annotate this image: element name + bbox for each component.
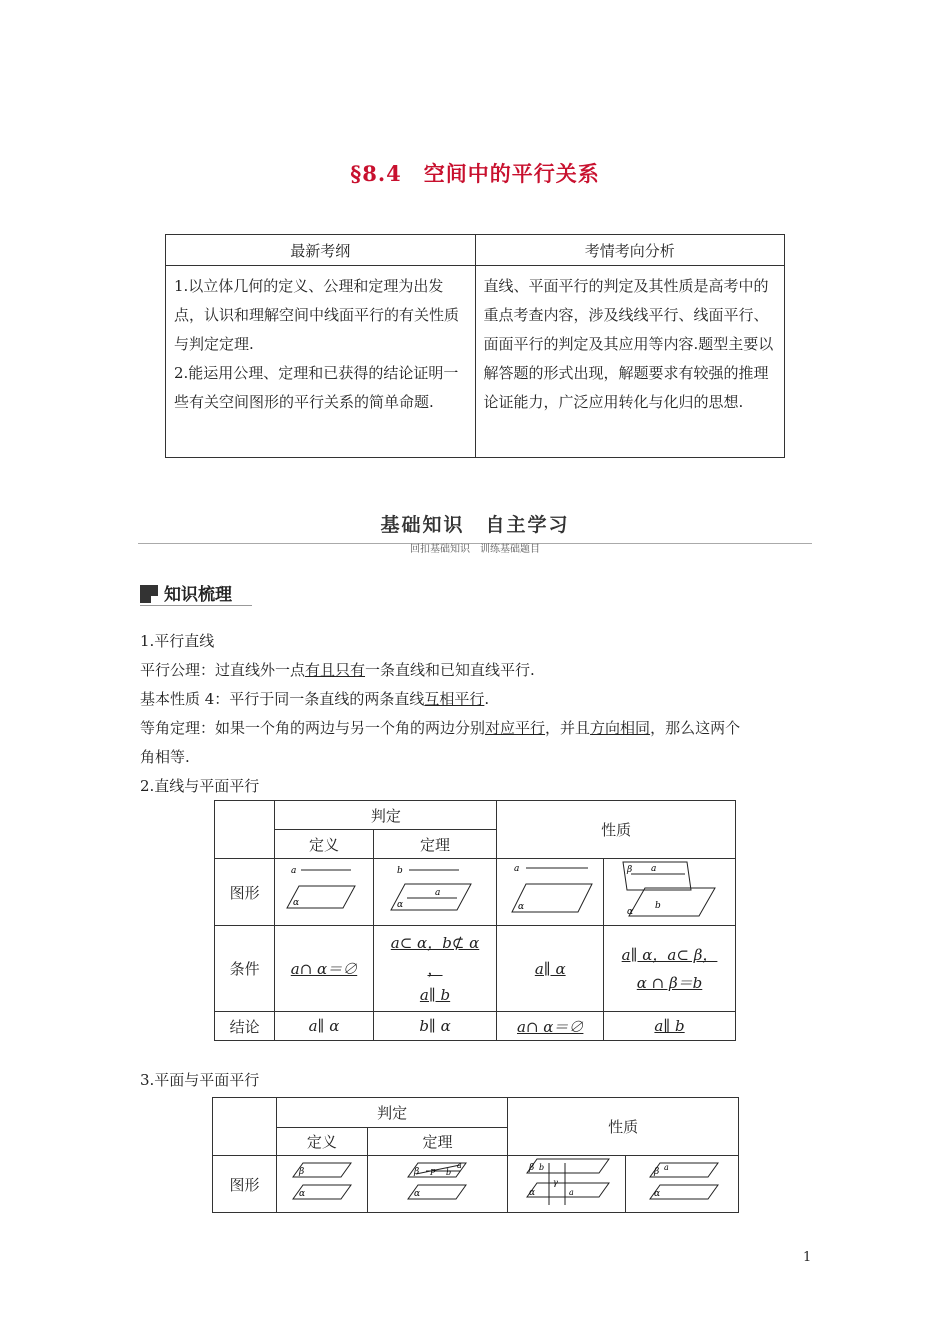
section-subtitle-bar [0,537,950,556]
fig-label-alpha-3: α [518,902,525,912]
prop-text: 基本性质 4：平行于同一条直线的两条直线 [140,690,425,708]
fig-label-b-2: b [654,901,661,911]
syllabus-point-1: 1.以立体几何的定义、公理和定理为出发点，认识和理解空间中线面平行的有关性质与判定定理. [174,277,460,353]
cond-prop-1 [497,926,604,1012]
fig3-label-beta-4: β [653,1167,660,1177]
angle-blank-1: 对应平行 [485,719,546,737]
theorem-header: 定理 [373,830,497,859]
prop-text-end: . [484,690,490,708]
line-plane-def-figure [279,862,369,918]
syllabus-point-2: 2.能运用公理、定理和已获得的结论证明一些有关空间图形的平行关系的简单命题. [174,364,459,411]
fig-label-alpha-2: α [397,900,404,910]
fig3-prop-2 [625,1156,738,1213]
corner-cell [215,801,275,859]
fig3-label-b: b [446,1168,452,1177]
row-label-conclusion: 结论 [215,1012,275,1041]
def-header: 定义 [275,830,373,859]
judge-header-2: 判定 [276,1098,507,1128]
def-header-2: 定义 [276,1128,367,1156]
judge-header: 判定 [275,801,497,830]
fig3-label-beta-2: β [414,1167,420,1177]
syllabus-header-2: 考情考向分析 [475,235,785,266]
heading-underline [140,605,252,606]
parallel-axiom [140,656,815,685]
prop-blank: 互相平行 [424,690,485,708]
plane-plane-theorem-figure [402,1159,472,1205]
fig3-prop-1 [508,1156,626,1213]
square-icon [140,585,158,603]
axiom-text: 平行公理：过直线外一点 [140,661,306,679]
fig3-label-beta-3: β [528,1163,534,1173]
line-plane-table [214,800,736,1041]
line-plane-prop1-figure [504,862,596,918]
page-title: §8.4 空间中的平行关系 [350,161,600,186]
row-label-figure-2: 图形 [213,1156,277,1213]
fig3-label-b-2: b [538,1163,544,1172]
cond-def [275,926,373,1012]
fig3-label-P: P [430,1168,436,1177]
item-heading-3: 3.平面与平面平行 [140,1071,260,1089]
cond-theorem-2: ， [427,959,443,978]
fig-prop-1 [497,859,604,926]
row-label-figure: 图形 [215,859,275,926]
fig-def [275,859,373,926]
fig-label-alpha: α [292,898,300,908]
row-label-condition: 条件 [215,926,275,1012]
fig3-def [276,1156,367,1213]
fig3-label-alpha-3: α [528,1188,535,1198]
fig3-label-gamma: γ [552,1178,558,1187]
concl-prop-2 [604,1012,736,1041]
concl-prop-1 [497,1012,604,1041]
theorem-header-2: 定理 [367,1128,507,1156]
plane-plane-prop2-figure [642,1159,722,1205]
syllabus-table [165,234,785,458]
concl-theorem: b∥ α [373,1012,497,1041]
fig-label-a-4: a [650,864,656,874]
cond-prop1-text: a∥ α [534,959,566,978]
axiom-text-end: 一条直线和已知直线平行. [365,661,535,679]
axiom-blank: 有且只有 [305,661,366,679]
prop-header: 性质 [497,801,736,859]
cond-theorem [373,926,497,1012]
fig3-label-alpha-4: α [653,1189,661,1199]
fig3-label-alpha-2: α [414,1189,421,1199]
corner-cell-2 [213,1098,277,1156]
fig-label-a: a [290,866,297,876]
fig3-label-beta: β [298,1167,305,1177]
cond-def-text: a∩ α＝∅ [290,960,358,978]
angle-blank-2: 方向相同 [590,719,651,737]
cond-theorem-3: a∥ b [419,985,451,1004]
cond-prop2-1: a∥ α，a⊂ β， [621,945,718,964]
item-heading-1: 1.平行直线 [140,632,215,650]
line-plane-theorem-figure [385,862,485,918]
section-subtitle: 回扣基础知识 训练基础题目 [402,544,548,555]
cond-prop-2 [604,926,736,1012]
fig-label-beta: β [626,865,632,875]
concl-prop1-text: a∩ α＝∅ [517,1017,584,1036]
cond-prop2-2: α ∩ β＝b [636,973,703,992]
equal-angle-theorem [140,714,815,743]
plane-plane-table [212,1097,739,1213]
syllabus-cell-1 [166,266,476,458]
plane-plane-def-figure [287,1159,357,1205]
fig-label-b: b [397,866,403,876]
concl-prop2-text: a∥ b [654,1017,685,1035]
fig3-label-a-2: a [568,1188,574,1197]
knowledge-heading [140,580,232,605]
syllabus-header-1: 最新考纲 [166,235,476,266]
item-heading-2: 2.直线与平面平行 [140,777,260,795]
plane-plane-prop1-figure [519,1157,615,1207]
syllabus-cell-2: 直线、平面平行的判定及其性质是高考中的重点考查内容，涉及线线平行、线面平行、面面平行的判定及其应用等内容.题型主要以解答题的形式出现，解题要求有较强的推理论证能力，广泛应用转化与化归的思想. [475,266,785,458]
page-number: 1 [803,1250,812,1265]
angle-text: 等角定理：如果一个角的两边与另一个角的两边分别 [140,719,486,737]
angle-text-mid: ，并且 [545,719,591,737]
equal-angle-theorem-line2: 角相等. [140,748,190,766]
fig3-label-a: a [457,1161,463,1170]
fig-label-a-3: a [514,864,520,874]
fig-prop-2 [604,859,736,926]
cond-theorem-1: a⊂ α，b⊄ α [390,933,480,952]
fig-theorem [373,859,497,926]
fig3-theorem [367,1156,507,1213]
fig3-label-a-3: a [663,1163,669,1172]
basic-property-4 [140,685,815,714]
concl-def: a∥ α [275,1012,373,1041]
angle-text-end: ，那么这两个 [650,719,741,737]
section-title: 基础知识 自主学习 [380,514,570,536]
prop-header-2: 性质 [508,1098,739,1156]
fig-label-alpha-4: α [626,907,633,917]
fig3-label-alpha: α [298,1189,305,1199]
knowledge-heading-text: 知识梳理 [164,585,232,605]
line-plane-prop2-figure [615,860,725,920]
fig-label-a-2: a [435,888,441,898]
